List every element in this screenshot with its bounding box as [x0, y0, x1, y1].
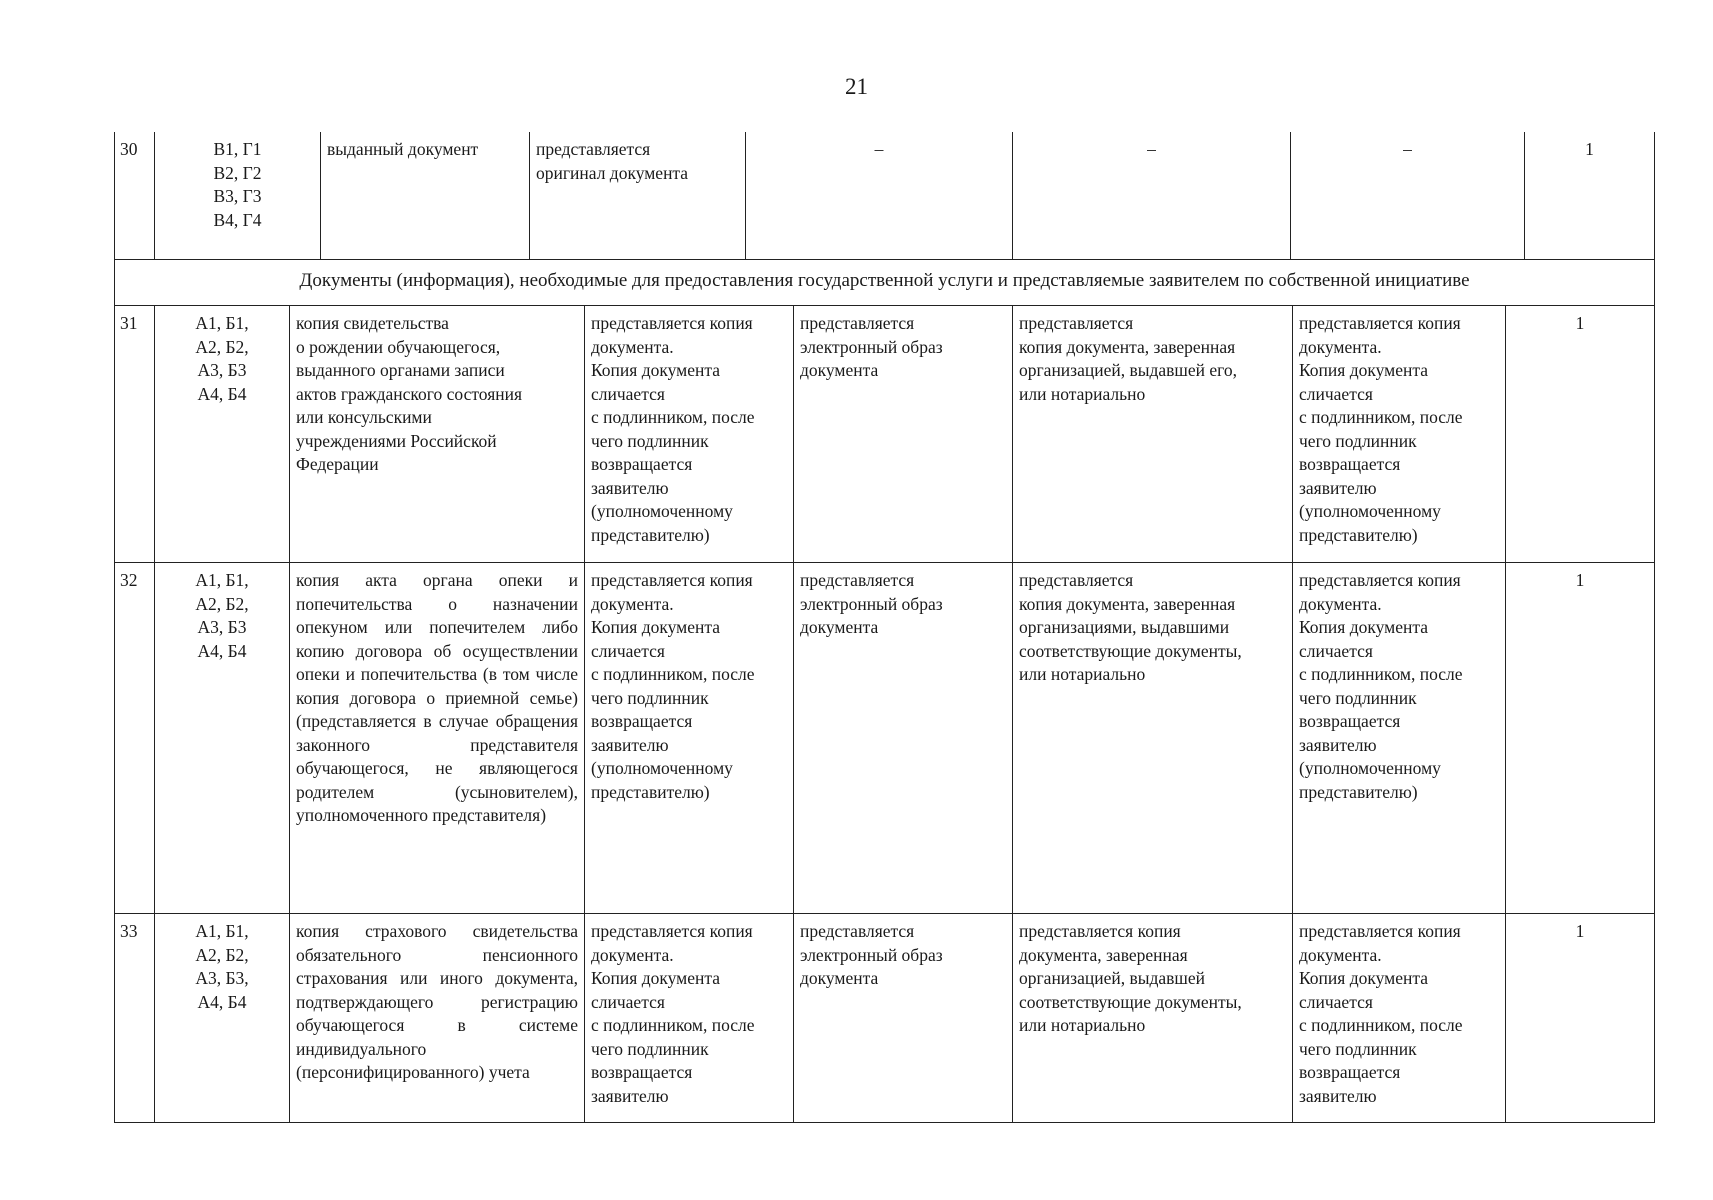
quantity: 1: [1506, 306, 1655, 563]
row-number: 31: [115, 306, 155, 563]
in-person-submission: представляется копия документа. Копия документа сличается с подлинником, после чего подлинник возвращается заявителю: [585, 914, 794, 1123]
documents-table: [114, 259, 1655, 1123]
category-codes: А1, Б1, А2, Б2, А3, Б3, А4, Б4: [155, 914, 290, 1123]
document-name: копия страхового свидетельства обязательного пенсионного страхования или иного документа, подтверждающего регистрацию обучающегося в системе индивидуального (персонифицированного) учета: [290, 914, 585, 1123]
document-name: выданный документ: [321, 132, 530, 259]
in-person-submission: представляется оригинал документа: [530, 132, 746, 259]
row-number: 30: [115, 132, 155, 259]
section-header-row: [115, 260, 1655, 306]
postal-submission: –: [1013, 132, 1291, 259]
document-name: копия свидетельства о рождении обучающегося, выданного органами записи актов гражданского состояния или консульскими учреждениями Российской Федерации: [290, 306, 585, 563]
row-number: 33: [115, 914, 155, 1123]
mfc-submission: представляется копия документа. Копия документа сличается с подлинником, после чего подлинник возвращается заявителю (уполномоченному представителю): [1293, 563, 1506, 914]
category-codes: В1, Г1 В2, Г2 В3, Г3 В4, Г4: [155, 132, 321, 259]
document-name: копия акта органа опеки и попечительства о назначении опекуном или попечителем либо копию договора об осуществлении опеки и попечительства (в том числе копия договора о приемной семье) (представляется в случае обращения законного представителя обучающегося, не являющегося родителем (усыновителем), уполномоченного представителя): [290, 563, 585, 914]
postal-submission: представляется копия документа, заверенная организацией, выдавшей соответствующие документы, или нотариально: [1013, 914, 1293, 1123]
table-row: [115, 132, 1655, 259]
quantity: 1: [1506, 914, 1655, 1123]
section-header: Документы (информация), необходимые для предоставления государственной услуги и представляемые заявителем по собственной инициативе: [115, 260, 1655, 306]
table-row: [115, 563, 1655, 914]
electronic-submission: –: [746, 132, 1013, 259]
mfc-submission: представляется копия документа. Копия документа сличается с подлинником, после чего подлинник возвращается заявителю (уполномоченному представителю): [1293, 306, 1506, 563]
category-codes: А1, Б1, А2, Б2, А3, Б3 А4, Б4: [155, 563, 290, 914]
category-codes: А1, Б1, А2, Б2, А3, Б3 А4, Б4: [155, 306, 290, 563]
postal-submission: представляется копия документа, заверенная организациями, выдавшими соответствующие документы, или нотариально: [1013, 563, 1293, 914]
mfc-submission: –: [1291, 132, 1525, 259]
electronic-submission: представляется электронный образ документа: [794, 563, 1013, 914]
electronic-submission: представляется электронный образ документа: [794, 914, 1013, 1123]
mfc-submission: представляется копия документа. Копия документа сличается с подлинником, после чего подлинник возвращается заявителю: [1293, 914, 1506, 1123]
row-number: 32: [115, 563, 155, 914]
quantity: 1: [1525, 132, 1655, 259]
in-person-submission: представляется копия документа. Копия документа сличается с подлинником, после чего подлинник возвращается заявителю (уполномоченному представителю): [585, 563, 794, 914]
page-number: 21: [845, 74, 868, 99]
table-row: [115, 914, 1655, 1123]
in-person-submission: представляется копия документа. Копия документа сличается с подлинником, после чего подлинник возвращается заявителю (уполномоченному представителю): [585, 306, 794, 563]
quantity: 1: [1506, 563, 1655, 914]
postal-submission: представляется копия документа, заверенная организацией, выдавшей его, или нотариально: [1013, 306, 1293, 563]
table-continuation: [114, 132, 1655, 260]
table-row: [115, 306, 1655, 563]
electronic-submission: представляется электронный образ документа: [794, 306, 1013, 563]
